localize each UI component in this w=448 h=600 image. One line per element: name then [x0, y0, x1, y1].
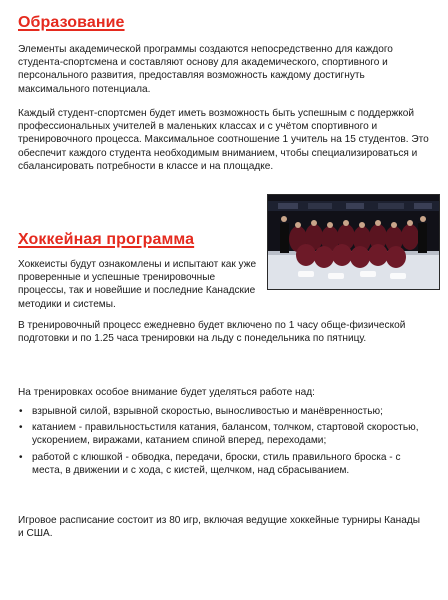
bullet-icon: •	[19, 451, 23, 463]
list-item: • взрывной силой, взрывной скоростью, выносливостью и манёвренностью;	[19, 406, 383, 417]
focus-intro: На тренировках особое внимание будет уделяться работе над:	[18, 387, 315, 398]
bullet-icon: •	[19, 422, 23, 434]
education-title: Образование	[18, 14, 125, 31]
team-photo-icon	[268, 195, 439, 289]
hockey-title: Хоккейная программа	[18, 231, 195, 248]
team-photo	[267, 194, 440, 290]
hockey-paragraph-2: В тренировочный процесс ежедневно будет включено по 1 часу обще-физической подготовки и по 1.25 часа тренировки на льду с понедельника по пятницу.	[18, 320, 406, 345]
education-paragraph-2: Каждый студент-спортсмен будет иметь возможность быть успешным с поддержкой профессиональных учителей в маленьких классах и с учётом спортивного и тренировочного процесса. Максимальное соотношение 1 учитель на 15 студентов. Это обеспечит каждого студента необходимым вниманием, чтобы специализироваться и сбалансировать потребности в классе и на площадке.	[18, 108, 429, 172]
education-paragraph-1: Элементы академической программы создаются непосредственно для каждого студента-спортсмена и составляют основу для академического, спортивного и персонального развития, предоставляя возможность каждому достигнуть максимального потенциала.	[18, 44, 393, 95]
schedule-paragraph: Игровое расписание состоит из 80 игр, включая ведущие хоккейные турниры Канады и США.	[18, 515, 420, 540]
focus-list	[18, 405, 433, 480]
bullet-icon: •	[19, 406, 23, 417]
list-item: • катанием - правильностьстиля катания, балансом, толчком, стартовой скоростью, ускорением, виражами, катанием спиной вперед, переходами;	[19, 422, 419, 447]
list-item: • работой с клюшкой - обводка, передачи, броски, стиль правильного броска - с места, в движении и с хода, с кистей, щелчком, над сбрасыванием.	[19, 451, 401, 476]
hockey-paragraph-1: Хоккеисты будут ознакомлены и испытают как уже проверенные и успешные тренировочные процессы, так и новейшие и последние Канадские методики и системы.	[18, 259, 257, 310]
